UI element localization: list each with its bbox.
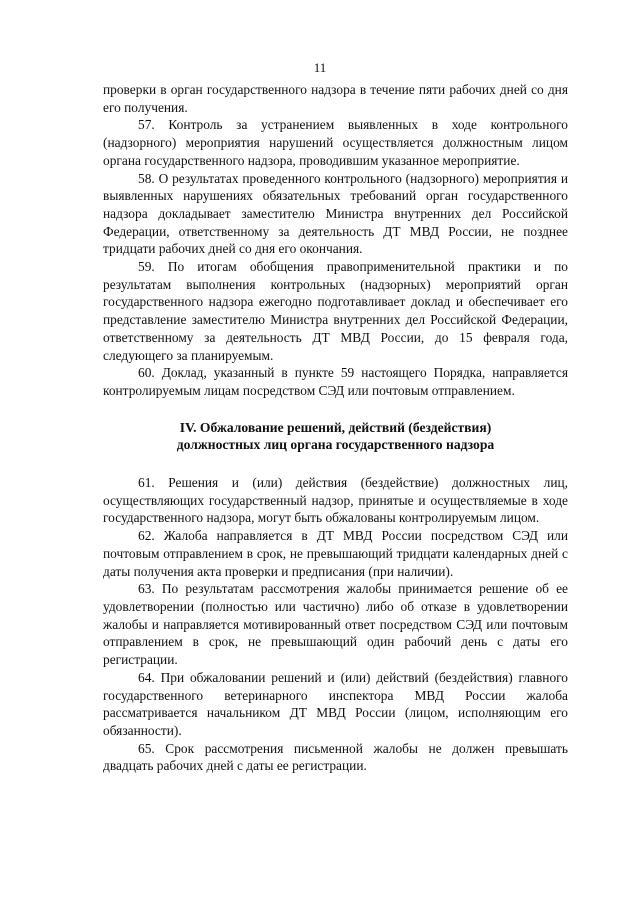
paragraph-62: 62. Жалоба направляется в ДТ МВД России посредством СЭД или почтовым отправлением в срок, не превышающий тридцати календарных дней с даты получения акта проверки и предписания (при наличии). — [103, 528, 568, 579]
section-heading — [103, 419, 568, 454]
paragraph-continuation: проверки в орган государственного надзора в течение пяти рабочих дней со дня его получения. — [103, 82, 568, 115]
paragraph-61: 61. Решения и (или) действия (бездействие) должностных лиц, осуществляющих государственный надзор, принятые и осуществляемые в ходе государственного надзора, могут быть обжалованы контролируемым лицом. — [103, 475, 568, 526]
paragraph-64: 64. При обжаловании решений и (или) действий (бездействия) главного государственного ветеринарного инспектора МВД России жалоба рассматривается начальником ДТ МВД России (лицом, исполняющим его обязанности). — [103, 669, 568, 738]
section-heading-line2: должностных лиц органа государственного надзора — [176, 437, 495, 453]
paragraph-63: 63. По результатам рассмотрения жалобы принимается решение об ее удовлетворении (полностью или частично) либо об отказе в удовлетворении жалобы и направляется мотивированный ответ посредством СЭД или почтовым отправлением в срок, не превышающий один рабочий день с даты его регистрации. — [103, 581, 568, 668]
page-number: 11 — [313, 60, 327, 75]
paragraph-60: 60. Доклад, указанный в пункте 59 настоящего Порядка, направляется контролируемым лицам посредством СЭД или почтовым отправлением. — [103, 365, 568, 398]
paragraph-65: 65. Срок рассмотрения письменной жалобы не должен превышать двадцать рабочих дней с даты ее регистрации. — [103, 740, 568, 774]
paragraph-57: 57. Контроль за устранением выявленных в ходе контрольного (надзорного) мероприятия нарушений осуществляется должностным лицом органа государственного надзора, проводившим указанное мероприятие. — [103, 117, 568, 168]
section-heading-line1: IV. Обжалование решений, действий (бездействия) — [179, 419, 492, 435]
paragraph-59: 59. По итогам обобщения правоприменительной практики и по результатам выполнения контрольных (надзорных) мероприятий орган государственного надзора ежегодно подготавливает доклад и обеспечивает его представление заместителю Министра внутренних дел Российской Федерации, ответственному за деятельность ДТ МВД России, до 15 февраля года, следующего за планируемым. — [103, 259, 568, 363]
document-body — [103, 81, 568, 775]
paragraph-58: 58. О результатах проведенного контрольного (надзорного) мероприятия и выявленных нарушениях обязательных требований орган государственного надзора докладывает заместителю Министра внутренних дел Российской Федерации, ответственному за деятельность ДТ МВД России, не позднее тридцати рабочих дней со дня его окончания. — [103, 170, 568, 257]
